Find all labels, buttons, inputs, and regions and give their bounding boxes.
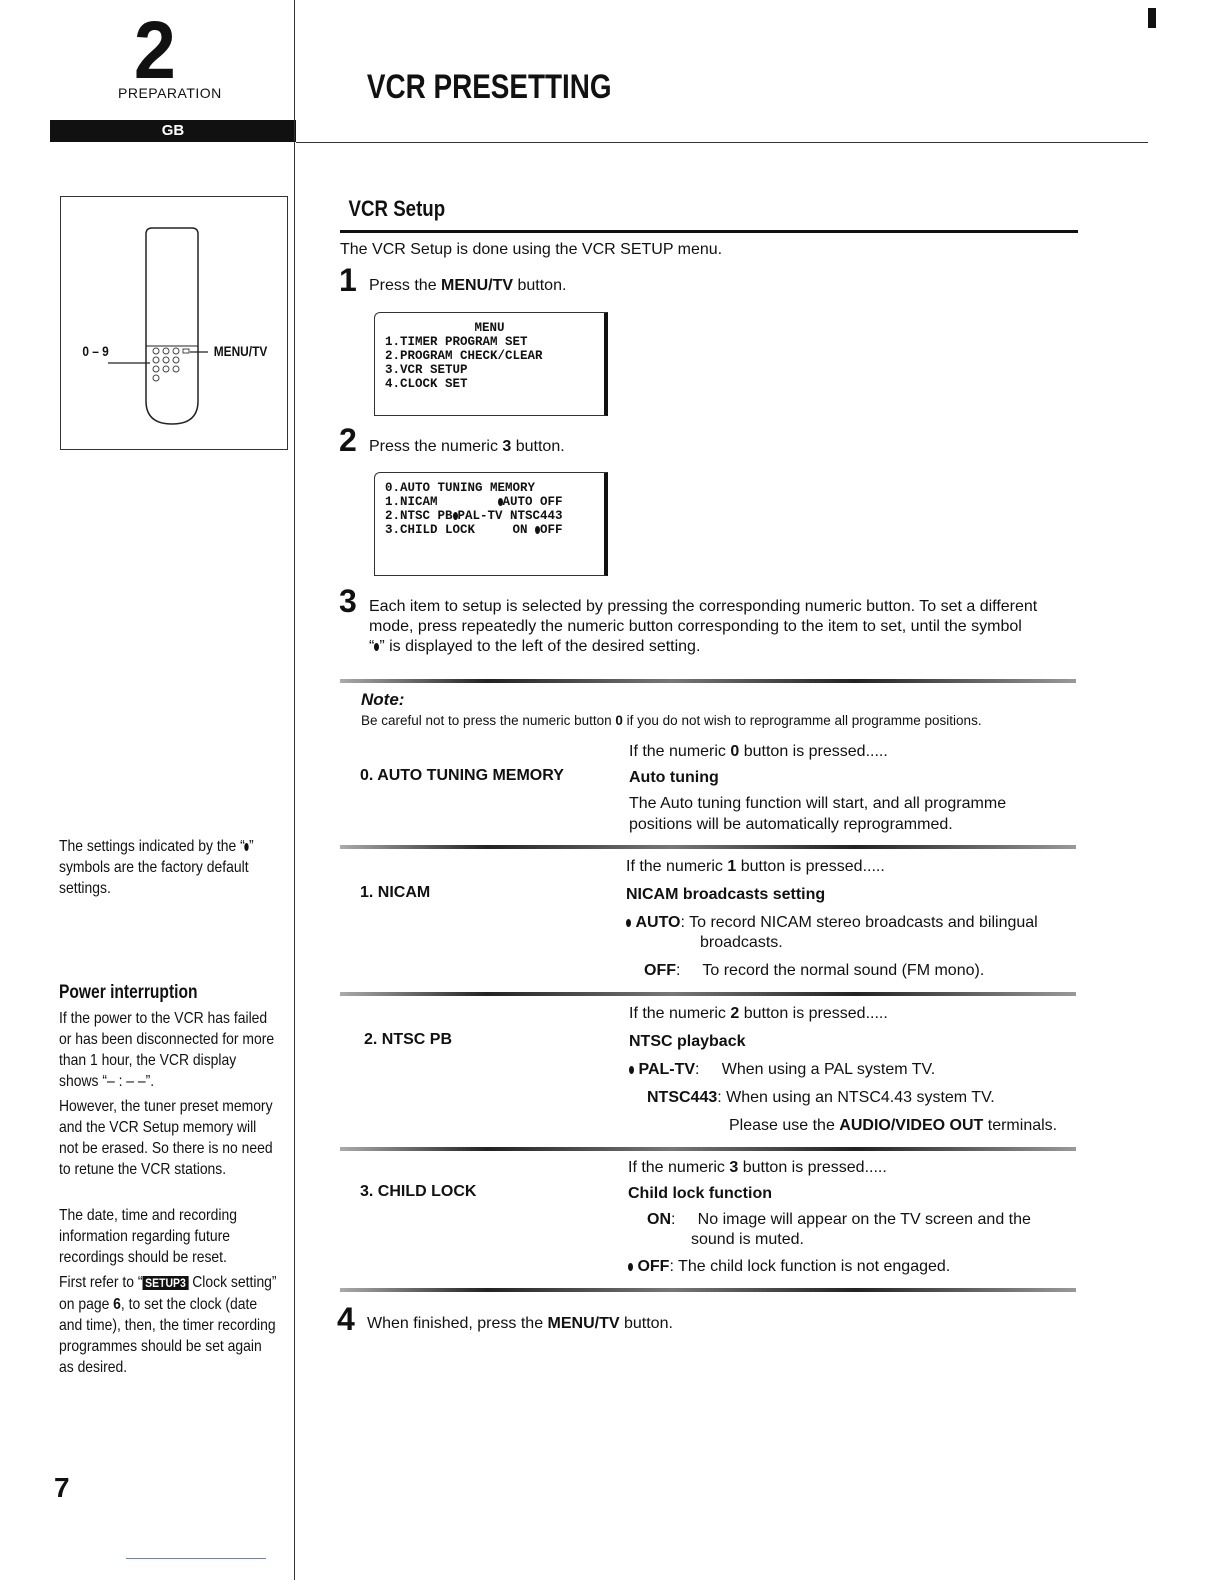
page-title: VCR PRESETTING bbox=[366, 68, 612, 106]
language-badge: GB bbox=[50, 120, 296, 142]
setup-screen-line: 1.NICAM AUTO OFF bbox=[385, 495, 563, 509]
sidebar-paragraph: The date, time and recording information regarding future recordings should be reset. bbox=[59, 1207, 237, 1266]
divider bbox=[340, 845, 1076, 849]
step-number: 2 bbox=[339, 422, 357, 458]
option-default: OFF: The child lock function is not engaged. bbox=[628, 1256, 950, 1277]
setup-screen-line: 0.AUTO TUNING MEMORY bbox=[385, 481, 536, 495]
remote-label-menutv: MENU/TV bbox=[213, 343, 268, 359]
section-intro: The VCR Setup is done using the VCR SETUP menu. bbox=[340, 241, 723, 258]
table-row-heading: Child lock function bbox=[628, 1185, 772, 1202]
remote-control-icon bbox=[60, 196, 288, 450]
page-number: 7 bbox=[54, 1472, 70, 1503]
sidebar-paragraph: If the power to the VCR has failed or has been disconnected for more than 1 hour, the VCR display shows “– : – –”. bbox=[59, 1010, 275, 1090]
vcr-setup-screen bbox=[374, 472, 608, 576]
table-row-item: 3. CHILD LOCK bbox=[360, 1183, 477, 1200]
table-row-condition: If the numeric 3 button is pressed..... bbox=[628, 1159, 887, 1176]
table-row-condition: If the numeric 2 button is pressed..... bbox=[629, 1005, 888, 1022]
corner-mark bbox=[1148, 8, 1156, 28]
menu-screen-line: 4.CLOCK SET bbox=[385, 377, 468, 391]
option-default: AUTO: To record NICAM stereo broadcasts and bilingual bbox=[626, 912, 1038, 933]
menu-screen-line: 2.PROGRAM CHECK/CLEAR bbox=[385, 349, 543, 363]
option-note: Please use the AUDIO/VIDEO OUT terminals. bbox=[729, 1117, 1058, 1134]
menu-screen-line: 3.VCR SETUP bbox=[385, 363, 468, 377]
option-continued: sound is muted. bbox=[691, 1231, 804, 1248]
divider bbox=[340, 679, 1076, 683]
divider bbox=[340, 1288, 1076, 1292]
option: OFF: To record the normal sound (FM mono). bbox=[644, 962, 985, 979]
sidebar-default-note: The settings indicated by the “ ” symbols are the factory default settings. bbox=[59, 838, 254, 897]
step-text: When finished, press the MENU/TV button. bbox=[367, 1315, 673, 1332]
step-number: 4 bbox=[337, 1301, 355, 1337]
table-row-condition: If the numeric 0 button is pressed..... bbox=[629, 743, 888, 760]
step-number: 3 bbox=[339, 583, 357, 619]
default-marker-icon bbox=[628, 1263, 633, 1271]
table-row-heading: NTSC playback bbox=[629, 1033, 746, 1050]
table-row-heading: NICAM broadcasts setting bbox=[626, 886, 826, 903]
divider bbox=[340, 992, 1076, 996]
step-text: Press the numeric 3 button. bbox=[369, 438, 565, 455]
column-divider bbox=[294, 0, 295, 1580]
note-text: Be careful not to press the numeric button 0 if you do not wish to reprogramme all programme positions. bbox=[361, 713, 982, 728]
table-row-item: 0. AUTO TUNING MEMORY bbox=[360, 767, 564, 784]
menu-screen-line: 1.TIMER PROGRAM SET bbox=[385, 335, 528, 349]
sidebar-paragraph: However, the tuner preset memory and the VCR Setup memory will not be erased. So there is no need to retune the VCR stations. bbox=[59, 1098, 273, 1178]
option: ON: No image will appear on the TV screen and the bbox=[647, 1211, 1031, 1228]
table-row-item: 1. NICAM bbox=[360, 884, 431, 901]
setup-screen-line: 2.NTSC PB PAL-TV NTSC443 bbox=[385, 509, 563, 523]
setup-screen-line: 3.CHILD LOCK ON OFF bbox=[385, 523, 563, 537]
menu-screen bbox=[374, 312, 608, 416]
option-continued: broadcasts. bbox=[700, 934, 783, 951]
default-marker-icon bbox=[626, 919, 631, 927]
step-text: Press the MENU/TV button. bbox=[369, 277, 567, 294]
option: NTSC443: When using an NTSC4.43 system TV. bbox=[647, 1089, 995, 1106]
section-rule bbox=[340, 230, 1078, 233]
default-marker-icon bbox=[629, 1066, 634, 1074]
setup3-badge: SETUP3 bbox=[143, 1276, 189, 1290]
header-rule bbox=[296, 142, 1148, 143]
sidebar-paragraph: First refer to “ SETUP3 Clock setting” on page 6, to set the clock (date and time), then, the timer recording programmes should be set again as desired. bbox=[59, 1274, 277, 1376]
menu-screen-title: MENU bbox=[474, 321, 505, 335]
step-text: Each item to setup is selected by pressing the corresponding numeric button. To set a different mode, press repeatedly the numeric button corresponding to the item to set, until the symbol “ ” is displayed to the left of the desired setting. bbox=[369, 598, 1038, 655]
sidebar-heading: Power interruption bbox=[59, 982, 198, 1003]
step-number: 1 bbox=[339, 262, 357, 298]
remote-label-digits: 0 – 9 bbox=[82, 343, 109, 359]
option-default: PAL-TV: When using a PAL system TV. bbox=[629, 1059, 935, 1080]
chapter-number: 2 bbox=[133, 5, 176, 96]
footer-rule bbox=[126, 1558, 266, 1559]
chapter-label: PREPARATION bbox=[118, 85, 222, 101]
table-row-heading: Auto tuning bbox=[629, 769, 719, 786]
table-row-condition: If the numeric 1 button is pressed..... bbox=[626, 858, 885, 875]
table-row-desc: The Auto tuning function will start, and all programme positions will be automatically reprogrammed. bbox=[629, 795, 1007, 833]
divider bbox=[340, 1147, 1076, 1151]
note-heading: Note: bbox=[361, 690, 405, 709]
table-row-item: 2. NTSC PB bbox=[364, 1031, 453, 1048]
section-title: VCR Setup bbox=[348, 196, 446, 221]
